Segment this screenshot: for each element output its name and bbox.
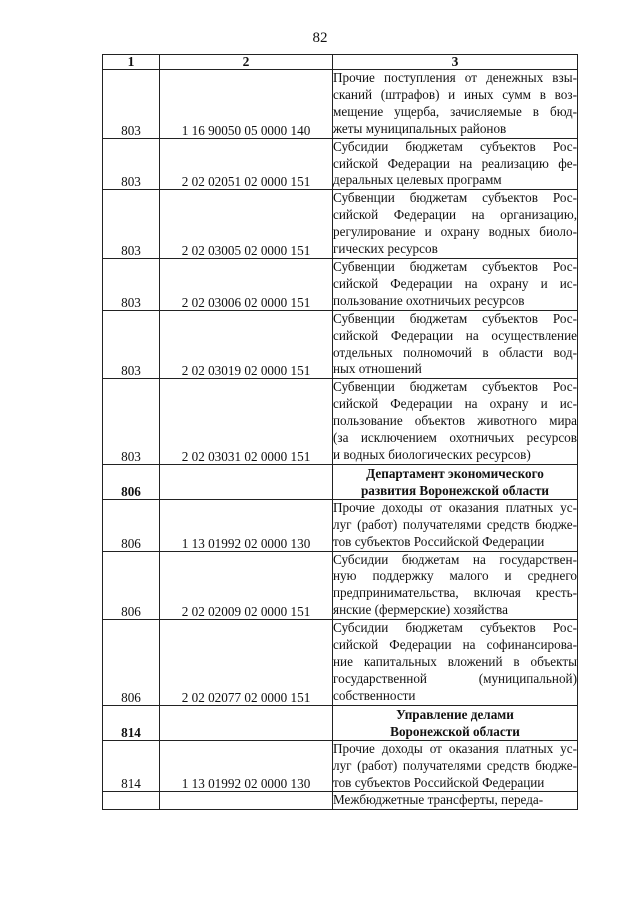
description-line: собственности [333,687,416,703]
description-line: сийской Федерации на реализацию фе- [333,155,577,171]
table-body [103,70,578,810]
income-code-cell: 2 02 03019 02 0000 151 [160,310,333,379]
description-line: сийской Федерации на осуществление [333,327,577,343]
description-cell [333,379,578,465]
description-line: янские (фермерские) хозяйства [333,602,508,618]
description-line: пользование охотничьих ресурсов [333,292,525,308]
description-line: сийской Федерации на охрану и ис- [333,275,577,291]
description-line: предпринимательства, включая кресть- [333,585,577,601]
admin-code-cell: 814 [103,740,160,792]
income-code-cell: 2 02 03006 02 0000 151 [160,258,333,310]
table-row [103,190,578,259]
section-title-line: Управление делами [396,706,514,722]
description-line: Субвенции бюджетам субъектов Рос- [333,310,577,326]
description-line: Субвенции бюджетам субъектов Рос- [333,258,577,274]
description-line: Прочие доходы от оказания платных ус- [333,740,577,756]
description-cell [333,258,578,310]
description-line: отдельных полномочий в области вод- [333,344,577,360]
description-line: жеты муниципальных районов [333,120,507,136]
column-header: 2 [160,55,333,70]
description-cell [333,792,578,810]
description-line: ную поддержку малого и среднего [333,568,577,584]
description-line: сканий (штрафов) и иных сумм в воз- [333,86,577,102]
income-code-cell [160,792,333,810]
table-row [103,740,578,792]
column-header: 1 [103,55,160,70]
admin-code-cell: 803 [103,310,160,379]
admin-code-cell: 803 [103,138,160,190]
description-line: и водных биологических ресурсов) [333,446,531,462]
table-row [103,792,578,810]
description-cell [333,190,578,259]
section-title-line: развития Воронежской области [360,482,550,498]
description-cell [333,620,578,706]
description-line: пользование объектов животного мира [333,413,577,429]
admin-code-cell: 814 [103,705,160,740]
description-line: ние капитальных вложений в объекты [333,654,577,669]
income-code-cell [160,705,333,740]
section-header-row [103,464,578,499]
description-line: государственной (муниципальной) [333,670,577,686]
description-cell [333,740,578,792]
description-cell [333,551,578,620]
description-line: регулирование и охрану водных биоло- [333,224,577,240]
description-line: тов субъектов Российской Федерации [333,533,545,549]
description-cell [333,70,578,139]
description-line: (за исключением охотничьих ресурсов [333,430,577,446]
income-code-cell: 1 16 90050 05 0000 140 [160,70,333,139]
table-row [103,70,578,139]
income-code-cell [160,464,333,499]
description-line: Субвенции бюджетам субъектов Рос- [333,379,577,395]
description-line: Прочие поступления от денежных взы- [333,70,577,85]
description-line: Субсидии бюджетам субъектов Рос- [333,138,577,154]
table-row [103,620,578,706]
admin-code-cell [103,792,160,810]
table-row [103,551,578,620]
description-line: мещение ущерба, зачисляемые в бюд- [333,103,577,119]
table-row [103,499,578,551]
income-code-cell: 2 02 02051 02 0000 151 [160,138,333,190]
description-cell [333,310,578,379]
section-header-row [103,705,578,740]
admin-code-cell: 803 [103,258,160,310]
description-line: Субсидии бюджетам субъектов Рос- [333,620,577,636]
table-row [103,379,578,465]
income-code-cell: 2 02 02077 02 0000 151 [160,620,333,706]
description-line: сийской Федерации на охрану и ис- [333,396,577,412]
table-row [103,138,578,190]
income-code-cell: 2 02 03005 02 0000 151 [160,190,333,259]
section-title-line: Воронежской области [390,723,520,739]
admin-code-cell: 806 [103,464,160,499]
column-header: 3 [333,55,578,70]
description-line: сийской Федерации на организацию, [333,207,577,223]
table-row [103,258,578,310]
description-line: Субсидии бюджетам на государствен- [333,551,577,567]
description-line: луг (работ) получателями средств бюдже- [333,757,577,773]
description-cell [333,138,578,190]
income-code-cell: 1 13 01992 02 0000 130 [160,740,333,792]
admin-code-cell: 803 [103,190,160,259]
admin-code-cell: 806 [103,620,160,706]
admin-code-cell: 806 [103,499,160,551]
description-line: луг (работ) получателями средств бюдже- [333,516,577,532]
description-line: Межбюджетные трансферты, переда- [333,792,544,808]
section-title-cell [333,464,578,499]
description-line: ных отношений [333,361,422,377]
budget-classification-table [102,54,578,810]
table-row [103,310,578,379]
table-header-row [103,55,578,70]
description-line: гических ресурсов [333,241,438,257]
description-line: Субвенции бюджетам субъектов Рос- [333,190,577,206]
description-cell [333,499,578,551]
section-title-line: Департамент экономического [366,465,544,481]
description-line: деральных целевых программ [333,172,502,188]
income-code-cell: 1 13 01992 02 0000 130 [160,499,333,551]
admin-code-cell: 803 [103,379,160,465]
page-number: 82 [312,30,328,46]
admin-code-cell: 806 [103,551,160,620]
section-title-cell [333,705,578,740]
description-line: Прочие доходы от оказания платных ус- [333,499,577,515]
description-line: тов субъектов Российской Федерации [333,774,545,790]
income-code-cell: 2 02 03031 02 0000 151 [160,379,333,465]
description-line: сийской Федерации на софинансирова- [333,637,577,653]
admin-code-cell: 803 [103,70,160,139]
income-code-cell: 2 02 02009 02 0000 151 [160,551,333,620]
